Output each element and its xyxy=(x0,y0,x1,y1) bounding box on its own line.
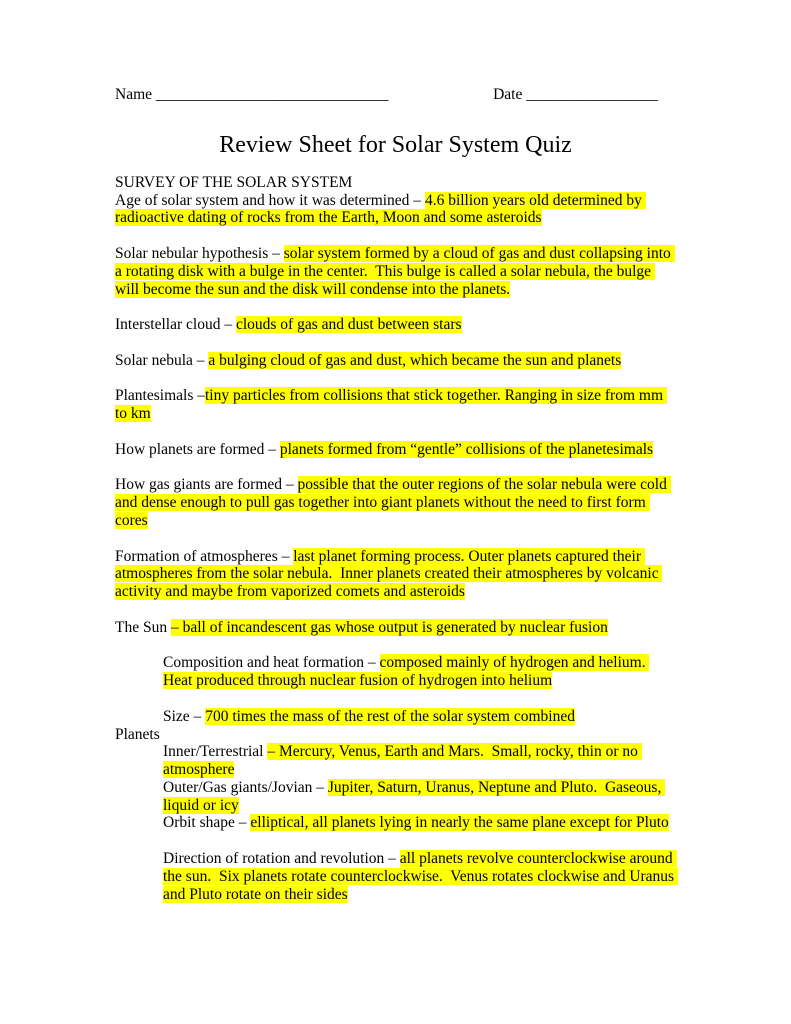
highlighted-answer: tiny particles from collisions that stick together. Ranging in size from mm to km xyxy=(115,387,667,423)
paragraph-direction-rotation xyxy=(163,850,676,903)
heading-text: Planets xyxy=(115,725,160,743)
name-date-row xyxy=(115,86,676,104)
planets-heading xyxy=(115,726,676,744)
question-text: The Sun xyxy=(115,618,171,636)
name-field xyxy=(115,86,388,104)
highlighted-answer: last planet forming process. Outer planets captured their atmospheres from the solar nebula. Inner planets created their atmospheres by volcanic activity and maybe from vaporized comets and asteroids xyxy=(115,547,663,601)
question-text: Size – xyxy=(163,707,206,725)
paragraph-solar-nebula xyxy=(115,352,676,370)
document-body xyxy=(115,174,676,904)
highlighted-answer: all planets revolve counterclockwise around the sun. Six planets rotate counterclockwise. Venus rotates clockwise and Uranus and Pluto rotate on their sides xyxy=(163,850,678,903)
paragraph-inner-terrestrial xyxy=(163,743,676,779)
paragraph-orbit-shape xyxy=(163,814,676,832)
question-text: Orbit shape – xyxy=(163,814,251,832)
highlighted-answer: elliptical, all planets lying in nearly the same plane except for Pluto xyxy=(250,814,669,832)
question-text: Formation of atmospheres – xyxy=(115,547,294,565)
heading-text: SURVEY OF THE SOLAR SYSTEM xyxy=(115,173,353,191)
question-text: Plantesimals – xyxy=(115,387,205,405)
question-text: Composition and heat formation – xyxy=(163,654,380,672)
name-blank-line[interactable]: ______________________________ xyxy=(155,86,389,103)
highlighted-answer: clouds of gas and dust between stars xyxy=(235,316,462,334)
paragraph-formation-of-atmospheres xyxy=(115,548,676,601)
question-text: Direction of rotation and revolution – xyxy=(163,850,400,868)
highlighted-answer: 4.6 billion years old determined by radioactive dating of rocks from the Earth, Moon and some asteroids xyxy=(115,191,646,227)
highlighted-answer: – ball of incandescent gas whose output is generated by nuclear fusion xyxy=(170,618,608,636)
page-title: Review Sheet for Solar System Quiz xyxy=(219,131,572,158)
paragraph-how-planets-formed xyxy=(115,441,676,459)
paragraph-how-gas-giants-formed xyxy=(115,476,676,529)
paragraph-composition-heat xyxy=(163,654,676,690)
highlighted-answer: planets formed from “gentle” collisions of the planetesimals xyxy=(279,440,654,458)
highlighted-answer: solar system formed by a cloud of gas and dust collapsing into a rotating disk with a bulge in the center. This bulge is called a solar nebula, the bulge will become the sun and the disk will condense into the planets. xyxy=(115,244,675,298)
paragraph-plantesimals xyxy=(115,387,676,423)
highlighted-answer: a bulging cloud of gas and dust, which became the sun and planets xyxy=(208,351,622,369)
name-label: Name xyxy=(115,86,156,103)
question-text: Age of solar system and how it was determined – xyxy=(115,191,425,209)
question-text: Interstellar cloud – xyxy=(115,316,236,334)
question-text: Solar nebular hypothesis – xyxy=(115,244,284,262)
survey-heading xyxy=(115,174,676,192)
question-text: How planets are formed – xyxy=(115,440,280,458)
question-text: Outer/Gas giants/Jovian – xyxy=(163,778,328,796)
highlighted-answer: composed mainly of hydrogen and helium. Heat produced through nuclear fusion of hydrogen into helium xyxy=(163,654,650,690)
date-label: Date xyxy=(493,86,527,103)
paragraph-age xyxy=(115,192,676,228)
question-text: Inner/Terrestrial xyxy=(163,743,268,761)
paragraph-outer-gas-giants xyxy=(163,779,676,815)
paragraph-solar-nebular-hypothesis xyxy=(115,245,676,298)
highlighted-answer: 700 times the mass of the rest of the solar system combined xyxy=(205,707,575,725)
date-blank-line[interactable]: _________________ xyxy=(526,86,658,103)
question-text: How gas giants are formed – xyxy=(115,476,298,494)
highlighted-answer: – Mercury, Venus, Earth and Mars. Small, rocky, thin or no atmosphere xyxy=(163,743,642,779)
question-text: Solar nebula – xyxy=(115,351,209,369)
date-field xyxy=(493,86,658,104)
paragraph-the-sun xyxy=(115,619,676,637)
highlighted-answer: possible that the outer regions of the solar nebula were cold and dense enough to pull gas together into giant planets without the need to first form cores xyxy=(115,476,671,529)
paragraph-size xyxy=(163,708,676,726)
highlighted-answer: Jupiter, Saturn, Uranus, Neptune and Pluto. Gaseous, liquid or icy xyxy=(163,778,666,814)
paragraph-interstellar-cloud xyxy=(115,316,676,334)
